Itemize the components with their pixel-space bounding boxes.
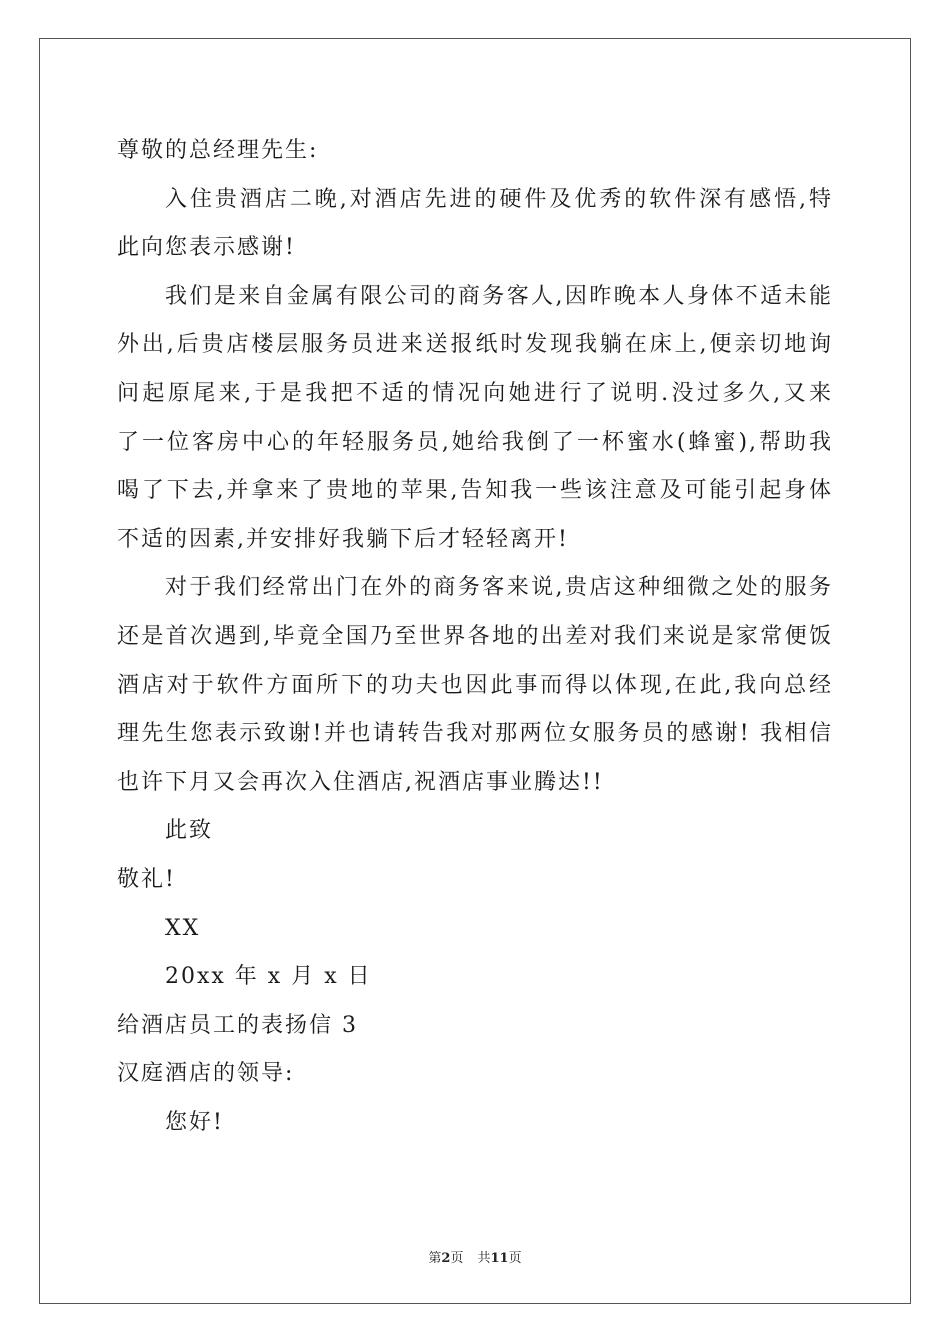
paragraph-line: 了一位客房中心的年轻服务员,她给我倒了一杯蜜水(蜂蜜),帮助我	[117, 429, 833, 455]
paragraph-line: 理先生您表示致谢!并也请转告我对那两位女服务员的感谢! 我相信	[117, 721, 833, 747]
letter-body	[117, 127, 833, 1147]
signature: XX	[165, 915, 201, 941]
paragraph-line: 对于我们经常出门在外的商务客来说,贵店这种细微之处的服务	[165, 575, 833, 601]
total-prefix: 共	[477, 1251, 491, 1266]
paragraph-line: 还是首次遇到,毕竟全国乃至世界各地的出差对我们来说是家常便饭	[117, 623, 833, 649]
section-title: 给酒店员工的表扬信 3	[117, 1012, 358, 1038]
letter-date: 20xx 年 x 月 x 日	[165, 964, 372, 990]
paragraph-line: 此向您表示感谢!	[117, 235, 296, 261]
page-suffix: 页	[450, 1251, 464, 1266]
total-suffix: 页	[508, 1251, 522, 1266]
page-prefix: 第	[428, 1251, 442, 1266]
paragraph-line: 我们是来自金属有限公司的商务客人,因昨晚本人身体不适未能	[165, 283, 833, 309]
paragraph-line: 入住贵酒店二晚,对酒店先进的硬件及优秀的软件深有感悟,特	[165, 186, 833, 212]
paragraph-line: 喝了下去,并拿来了贵地的苹果,告知我一些该注意及可能引起身体	[117, 478, 833, 504]
page-footer	[0, 1247, 950, 1266]
next-salutation: 汉庭酒店的领导:	[117, 1061, 295, 1087]
paragraph-line: 也许下月又会再次入住酒店,祝酒店事业腾达!!	[117, 769, 604, 795]
next-greeting: 您好!	[165, 1109, 224, 1135]
paragraph-line: 酒店对于软件方面所下的功夫也因此事而得以体现,在此,我向总经	[117, 672, 833, 698]
paragraph-line: 问起原尾来,于是我把不适的情况向她进行了说明.没过多久,又来	[117, 380, 833, 406]
page-number: 2	[441, 1251, 451, 1266]
paragraph-line: 不适的因素,并安排好我躺下后才轻轻离开!	[117, 526, 569, 552]
closing-regards: 敬礼!	[117, 866, 176, 892]
total-pages: 11	[490, 1251, 509, 1266]
salutation: 尊敬的总经理先生:	[117, 138, 319, 163]
paragraph-line: 外出,后贵店楼层服务员进来送报纸时发现我躺在床上,便亲切地询	[117, 332, 833, 358]
closing-line: 此致	[165, 818, 214, 844]
